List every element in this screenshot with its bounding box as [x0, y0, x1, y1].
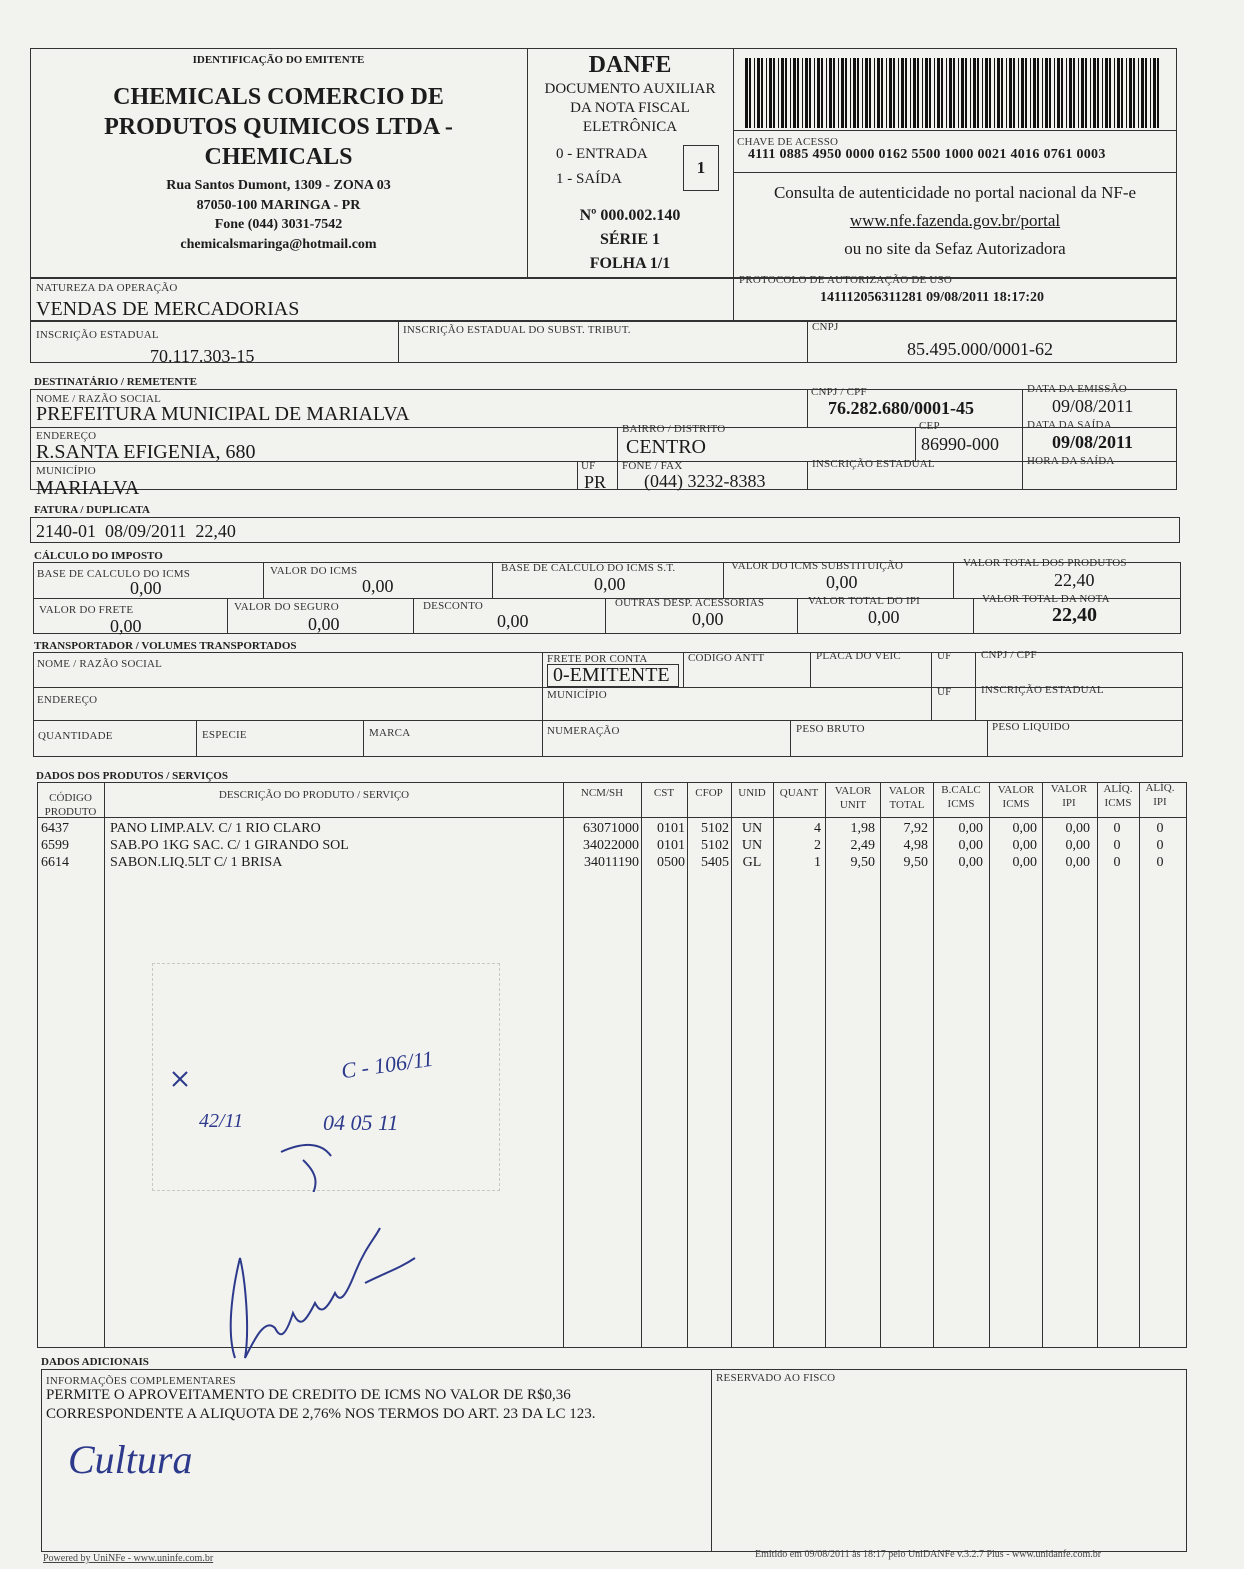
barcode-bar	[1018, 58, 1019, 128]
danfe-title: DANFE	[588, 52, 672, 78]
cell-ncm: 34011190	[584, 855, 639, 870]
col-vtotal: VALOR TOTAL	[888, 785, 926, 811]
col-vunit: VALOR UNIT	[834, 785, 872, 811]
barcode-bar	[1013, 58, 1015, 128]
hora-label: HORA DA SAÍDA	[1027, 455, 1115, 467]
barcode-bar	[833, 58, 835, 128]
bairro-label: BAIRRO / DISTRITO	[622, 423, 726, 435]
cell-bcalc: 0,00	[958, 855, 983, 870]
placa-label: PLACA DO VEIC	[816, 650, 901, 662]
barcode-bar	[841, 58, 844, 128]
barcode-bar	[958, 58, 959, 128]
consulta-text: Consulta de autenticidade no portal nacional da NF-e	[773, 183, 1137, 202]
ipi-value: 0,00	[868, 607, 900, 627]
col-aliq-icms: ALÍQ. ICMS	[1103, 783, 1133, 809]
barcode-bar	[766, 58, 767, 128]
transp-frete-value: 0-EMITENTE	[553, 664, 670, 686]
dest-cnpj-label: CNPJ / CPF	[811, 386, 867, 398]
barcode-bar	[773, 58, 775, 128]
barcode-bar	[989, 58, 991, 128]
transp-uf-label: UF	[937, 650, 952, 662]
ie-st-label: INSCRIÇÃO ESTADUAL DO SUBST. TRIBUT.	[403, 324, 631, 336]
barcode-bar	[845, 58, 847, 128]
col-vipi: VALOR IPI	[1050, 783, 1088, 809]
base-st-label: BASE DE CALCULO DO ICMS S.T.	[501, 562, 676, 574]
emitente-email: chemicalsmaringa@hotmail.com	[180, 236, 377, 252]
barcode-bar	[778, 58, 779, 128]
col-unid: UNID	[738, 787, 766, 799]
barcode-bar	[1054, 58, 1055, 128]
barcode-bar	[850, 58, 851, 128]
barcode-bar	[949, 58, 952, 128]
cell-descricao: SAB.PO 1KG SAC. C/ 1 GIRANDO SOL	[110, 838, 349, 853]
barcode-bar	[889, 58, 892, 128]
col-vicms: VALOR ICMS	[997, 784, 1035, 810]
barcode-bar	[785, 58, 787, 128]
barcode-bar	[917, 58, 919, 128]
icms-sub-value: 0,00	[826, 572, 858, 592]
barcode-bar	[985, 58, 988, 128]
cell-codigo: 6614	[41, 855, 69, 870]
barcode-bar	[761, 58, 763, 128]
barcode-bar	[1102, 58, 1103, 128]
barcode-bar	[941, 58, 943, 128]
cell-aliq-ipi: 0	[1156, 855, 1164, 870]
barcode-bar	[965, 58, 967, 128]
produtos-section: DADOS DOS PRODUTOS / SERVIÇOS	[36, 770, 228, 782]
dest-cnpj: 76.282.680/0001-45	[828, 398, 974, 418]
barcode-bar	[1061, 58, 1063, 128]
danfe-subtitle	[527, 80, 733, 137]
fone-label: FONE / FAX	[622, 460, 683, 472]
cell-unid: UN	[741, 821, 763, 836]
info-line2: CORRESPONDENTE A ALIQUOTA DE 2,76% NOS TERMOS DO ART. 23 DA LC 123.	[46, 1406, 596, 1422]
barcode-bar	[1057, 58, 1060, 128]
ipi-label: VALOR TOTAL DO IPI	[808, 595, 921, 607]
barcode-bar	[1109, 58, 1111, 128]
barcode-bar	[802, 58, 803, 128]
natureza-value: VENDAS DE MERCADORIAS	[36, 298, 300, 320]
barcode-graphic	[743, 58, 1163, 128]
barcode-bar	[1045, 58, 1048, 128]
emitente-address1: Rua Santos Dumont, 1309 - ZONA 03	[166, 178, 391, 193]
stamp-line2: 42/11	[199, 1110, 244, 1132]
transp-frete-label: FRETE POR CONTA	[547, 653, 648, 665]
barcode-bar	[805, 58, 808, 128]
footer-left: Powered by UniNFe - www.uninfe.com.br	[43, 1553, 214, 1564]
col-ncm: NCM/SH	[580, 787, 624, 799]
uf-label: UF	[581, 460, 596, 472]
cell-quant: 4	[814, 821, 821, 836]
icms-sub-label: VALOR DO ICMS SUBSTITUIÇÃO	[731, 560, 904, 572]
base-st-value: 0,00	[594, 574, 626, 594]
transp-nome-label: NOME / RAZÃO SOCIAL	[37, 658, 163, 670]
barcode-bar	[905, 58, 907, 128]
barcode-bar	[997, 58, 1000, 128]
barcode-bar	[769, 58, 772, 128]
cnpj-label: CNPJ	[812, 321, 839, 333]
barcode-bar	[869, 58, 871, 128]
col-codigo: CÓDIGO PRODUTO	[44, 792, 97, 818]
barcode-bar	[1090, 58, 1091, 128]
barcode-bar	[1085, 58, 1087, 128]
base-icms-value: 0,00	[130, 578, 162, 598]
dest-nome: PREFEITURA MUNICIPAL DE MARIALVA	[36, 403, 410, 425]
cell-cst: 0500	[657, 855, 685, 870]
col-cst: CST	[653, 787, 675, 799]
consulta-sefaz: ou no site da Sefaz Autorizadora	[844, 239, 1066, 258]
barcode-bar	[1150, 58, 1151, 128]
emitente-label: IDENTIFICAÇÃO DO EMITENTE	[192, 54, 365, 66]
barcode-bar	[781, 58, 784, 128]
cell-quant: 2	[814, 838, 821, 853]
fone-value: (044) 3232-8383	[644, 471, 766, 491]
seguro-value: 0,00	[308, 614, 340, 634]
dest-ie-label: INSCRIÇÃO ESTADUAL	[812, 458, 935, 470]
barcode-bar	[977, 58, 979, 128]
emitente-contact	[30, 176, 527, 254]
col-aliq-ipi: ALÍQ. IPI	[1145, 782, 1175, 808]
cell-vicms: 0,00	[1012, 855, 1037, 870]
valor-icms-label: VALOR DO ICMS	[270, 565, 358, 577]
especie-label: ESPECIE	[202, 729, 247, 741]
cell-bcalc: 0,00	[958, 821, 983, 836]
cell-descricao: PANO LIMP.ALV. C/ 1 RIO CLARO	[110, 821, 321, 836]
cep-label: CEP	[919, 420, 940, 432]
barcode-bar	[862, 58, 863, 128]
transportador-section: TRANSPORTADOR / VOLUMES TRANSPORTADOS	[34, 640, 297, 652]
cell-vipi: 0,00	[1065, 838, 1090, 853]
barcode-bar	[1153, 58, 1156, 128]
barcode-bar	[757, 58, 760, 128]
barcode-bar	[838, 58, 839, 128]
cell-vtotal: 7,92	[903, 821, 928, 836]
marca-label: MARCA	[369, 727, 411, 739]
barcode-bar	[925, 58, 928, 128]
barcode-bar	[829, 58, 832, 128]
cell-ncm: 34022000	[583, 838, 639, 853]
barcode-bar	[745, 58, 748, 128]
barcode-bar	[1105, 58, 1108, 128]
fatura-section: FATURA / DUPLICATA	[34, 504, 150, 516]
danfe-numero	[527, 204, 733, 276]
cell-cst: 0101	[657, 821, 685, 836]
transp-municipio-label: MUNICÍPIO	[547, 689, 607, 701]
stamp-marks	[153, 964, 501, 1192]
barcode-bar	[953, 58, 955, 128]
danfe-sub3: ELETRÔNICA	[582, 119, 678, 135]
frete-value: 0,00	[110, 616, 142, 636]
barcode-bar	[929, 58, 931, 128]
natureza-label: NATUREZA DA OPERAÇÃO	[36, 282, 178, 294]
transp-uf2-label: UF	[937, 686, 952, 698]
transp-endereco-label: ENDEREÇO	[37, 694, 98, 706]
outras-label: OUTRAS DESP. ACESSORIAS	[615, 597, 765, 609]
barcode-bar	[898, 58, 899, 128]
adicionais-section: DADOS ADICIONAIS	[41, 1356, 149, 1368]
cell-vicms: 0,00	[1012, 838, 1037, 853]
danfe-sub1: DOCUMENTO AUXILIAR	[544, 81, 716, 97]
municipio-value: MARIALVA	[36, 477, 140, 499]
barcode-bar	[821, 58, 823, 128]
cell-cfop: 5405	[701, 855, 729, 870]
cell-vicms: 0,00	[1012, 821, 1037, 836]
barcode-bar	[1145, 58, 1147, 128]
cell-vtotal: 9,50	[903, 855, 928, 870]
barcode-bar	[982, 58, 983, 128]
cell-cst: 0101	[657, 838, 685, 853]
barcode-bar	[865, 58, 868, 128]
bairro-value: CENTRO	[626, 436, 706, 458]
protocolo-label: PROTOCOLO DE AUTORIZAÇÃO DE USO	[739, 274, 952, 286]
danfe-numero-text: Nº 000.002.140	[579, 207, 681, 224]
seguro-label: VALOR DO SEGURO	[234, 601, 339, 613]
barcode-bar	[1049, 58, 1051, 128]
barcode-bar	[1021, 58, 1024, 128]
dest-endereco-label: ENDEREÇO	[36, 430, 97, 442]
quantidade-label: QUANTIDADE	[38, 730, 113, 742]
cell-vunit: 9,50	[850, 855, 875, 870]
cep-value: 86990-000	[921, 434, 999, 454]
barcode-bar	[1081, 58, 1084, 128]
consulta-url[interactable]: www.nfe.fazenda.gov.br/portal	[849, 211, 1061, 230]
barcode-bar	[797, 58, 799, 128]
emitente-name-line2: PRODUTOS QUIMICOS LTDA -	[104, 114, 453, 140]
footer-right: Emitido em 09/08/2011 às 18:17 pelo UniDANFe v.3.2.7 Plus - www.unidanfe.com.br	[755, 1549, 1102, 1560]
saida-label: 1 - SAÍDA	[556, 171, 622, 187]
cell-bcalc: 0,00	[958, 838, 983, 853]
barcode-bar	[749, 58, 751, 128]
barcode-bar	[886, 58, 887, 128]
entrada-label: 0 - ENTRADA	[556, 146, 648, 162]
barcode-bar	[1037, 58, 1039, 128]
fisco-label: RESERVADO AO FISCO	[716, 1372, 836, 1384]
cell-codigo: 6437	[41, 821, 69, 836]
barcode-bar	[1129, 58, 1132, 128]
barcode-bar	[1114, 58, 1115, 128]
barcode-bar	[1001, 58, 1003, 128]
cnpj-value: 85.495.000/0001-62	[907, 339, 1053, 359]
antt-label: CODIGO ANTT	[688, 652, 765, 664]
barcode-bar	[853, 58, 856, 128]
col-bcalc: B.CALC ICMS	[941, 784, 981, 810]
numeracao-label: NUMERAÇÃO	[547, 725, 620, 737]
cell-aliq-ipi: 0	[1156, 838, 1164, 853]
barcode-bar	[1093, 58, 1096, 128]
desconto-value: 0,00	[497, 611, 529, 631]
barcode-bar	[1006, 58, 1007, 128]
stamp-line1: C - 106/11	[339, 1045, 435, 1084]
barcode-bar	[1009, 58, 1012, 128]
barcode-bar	[946, 58, 947, 128]
barcode-bar	[874, 58, 875, 128]
dest-nome-label: NOME / RAZÃO SOCIAL	[36, 393, 162, 405]
cell-vunit: 2,49	[850, 838, 875, 853]
barcode-bar	[1157, 58, 1159, 128]
barcode-bar	[881, 58, 883, 128]
imposto-section: CÁLCULO DO IMPOSTO	[34, 550, 163, 562]
cell-unid: GL	[742, 855, 762, 870]
cell-unid: UN	[741, 838, 763, 853]
emissao-value: 09/08/2011	[1052, 396, 1134, 416]
barcode-bar	[913, 58, 916, 128]
danfe-folha: FOLHA 1/1	[589, 255, 671, 272]
saida-date-value: 09/08/2011	[1052, 432, 1134, 452]
barcode-bar	[754, 58, 755, 128]
cell-ncm: 63071000	[583, 821, 639, 836]
cell-aliq-icms: 0	[1113, 821, 1121, 836]
emitente-name-line3: CHEMICALS	[204, 144, 353, 170]
base-icms-label: BASE DE CALCULO DO ICMS	[37, 568, 191, 580]
stamp-line3: 04 05 11	[323, 1110, 399, 1135]
uf-value: PR	[584, 472, 607, 492]
total-nota-value: 22,40	[1052, 604, 1097, 626]
barcode-bar	[814, 58, 815, 128]
cell-cfop: 5102	[701, 821, 729, 836]
info-label: INFORMAÇÕES COMPLEMENTARES	[46, 1375, 236, 1387]
danfe-serie: SÉRIE 1	[599, 231, 661, 248]
signature	[215, 1218, 425, 1368]
barcode-bar	[1133, 58, 1135, 128]
emitente-name	[30, 82, 527, 172]
barcode-bar	[1141, 58, 1144, 128]
barcode-bar	[1078, 58, 1079, 128]
barcode-bar	[901, 58, 904, 128]
cell-aliq-icms: 0	[1113, 855, 1121, 870]
transp-ie-label: INSCRIÇÃO ESTADUAL	[981, 684, 1104, 696]
col-cfop: CFOP	[695, 787, 723, 799]
cell-codigo: 6599	[41, 838, 69, 853]
barcode	[743, 58, 1163, 128]
handwritten-signature: Cultura	[68, 1437, 193, 1482]
barcode-bar	[793, 58, 796, 128]
desconto-label: DESCONTO	[423, 600, 484, 612]
barcode-bar	[937, 58, 940, 128]
municipio-label: MUNICÍPIO	[36, 465, 96, 477]
cell-vtotal: 4,98	[903, 838, 928, 853]
barcode-bar	[934, 58, 935, 128]
barcode-bar	[1121, 58, 1123, 128]
emitente-name-line1: CHEMICALS COMERCIO DE	[113, 84, 444, 110]
peso-bruto-label: PESO BRUTO	[796, 723, 865, 735]
cell-aliq-icms: 0	[1113, 838, 1121, 853]
ie-label: INSCRIÇÃO ESTADUAL	[36, 329, 159, 341]
cell-vipi: 0,00	[1065, 821, 1090, 836]
barcode-bar	[1126, 58, 1127, 128]
transp-cnpj-label: CNPJ / CPF	[981, 649, 1037, 661]
cell-vunit: 1,98	[850, 821, 875, 836]
total-prod-value: 22,40	[1054, 570, 1095, 590]
barcode-bar	[826, 58, 827, 128]
barcode-bar	[857, 58, 859, 128]
info-line1: PERMITE O APROVEITAMENTO DE CREDITO DE ICMS NO VALOR DE R$0,36	[46, 1387, 571, 1403]
valor-icms-value: 0,00	[362, 576, 394, 596]
cell-vipi: 0,00	[1065, 855, 1090, 870]
chave-value: 4111 0885 4950 0000 0162 5500 1000 0021 4016 0761 0003	[748, 147, 1106, 162]
barcode-bar	[1030, 58, 1031, 128]
total-prod-label: VALOR TOTAL DOS PRODUTOS	[963, 557, 1127, 569]
emitente-phone: Fone (044) 3031-7542	[214, 217, 343, 232]
cell-quant: 1	[814, 855, 821, 870]
barcode-bar	[961, 58, 964, 128]
total-nota-label: VALOR TOTAL DA NOTA	[982, 593, 1110, 605]
emissao-label: DATA DA EMISSÃO	[1027, 383, 1127, 395]
barcode-bar	[1097, 58, 1099, 128]
barcode-bar	[922, 58, 923, 128]
barcode-bar	[910, 58, 911, 128]
barcode-bar	[1042, 58, 1043, 128]
emitente-address2: 87050-100 MARINGA - PR	[196, 197, 361, 213]
chave-label: CHAVE DE ACESSO	[737, 136, 839, 148]
protocolo-value: 141112056311281 09/08/2011 18:17:20	[820, 290, 1045, 305]
barcode-bar	[817, 58, 820, 128]
col-descricao: DESCRIÇÃO DO PRODUTO / SERVIÇO	[218, 789, 410, 801]
barcode-bar	[1066, 58, 1067, 128]
barcode-bar	[809, 58, 811, 128]
cell-aliq-ipi: 0	[1156, 821, 1164, 836]
cell-descricao: SABON.LIQ.5LT C/ 1 BRISA	[110, 855, 283, 870]
barcode-bar	[877, 58, 880, 128]
destinatario-section: DESTINATÁRIO / REMETENTE	[34, 376, 197, 388]
barcode-bar	[1069, 58, 1072, 128]
barcode-bar	[1033, 58, 1036, 128]
danfe-sub2: DA NOTA FISCAL	[570, 100, 690, 116]
received-stamp	[152, 963, 500, 1191]
barcode-bar	[1025, 58, 1027, 128]
col-quant: QUANT	[779, 787, 819, 799]
peso-liquido-label: PESO LIQUIDO	[992, 721, 1070, 733]
barcode-bar	[893, 58, 895, 128]
fatura-value: 2140-01 08/09/2011 22,40	[36, 521, 236, 541]
frete-label: VALOR DO FRETE	[39, 604, 134, 616]
cell-cfop: 5102	[701, 838, 729, 853]
tipo-box: 1	[683, 145, 719, 191]
barcode-bar	[970, 58, 971, 128]
barcode-bar	[994, 58, 995, 128]
ie-value: 70.117.303-15	[150, 346, 255, 366]
barcode-bar	[1117, 58, 1120, 128]
barcode-bar	[1138, 58, 1139, 128]
dest-endereco: R.SANTA EFIGENIA, 680	[36, 441, 256, 463]
saida-date-label: DATA DA SAÍDA	[1027, 419, 1112, 431]
barcode-bar	[790, 58, 791, 128]
barcode-bar	[1073, 58, 1075, 128]
barcode-bar	[973, 58, 976, 128]
outras-value: 0,00	[692, 609, 724, 629]
